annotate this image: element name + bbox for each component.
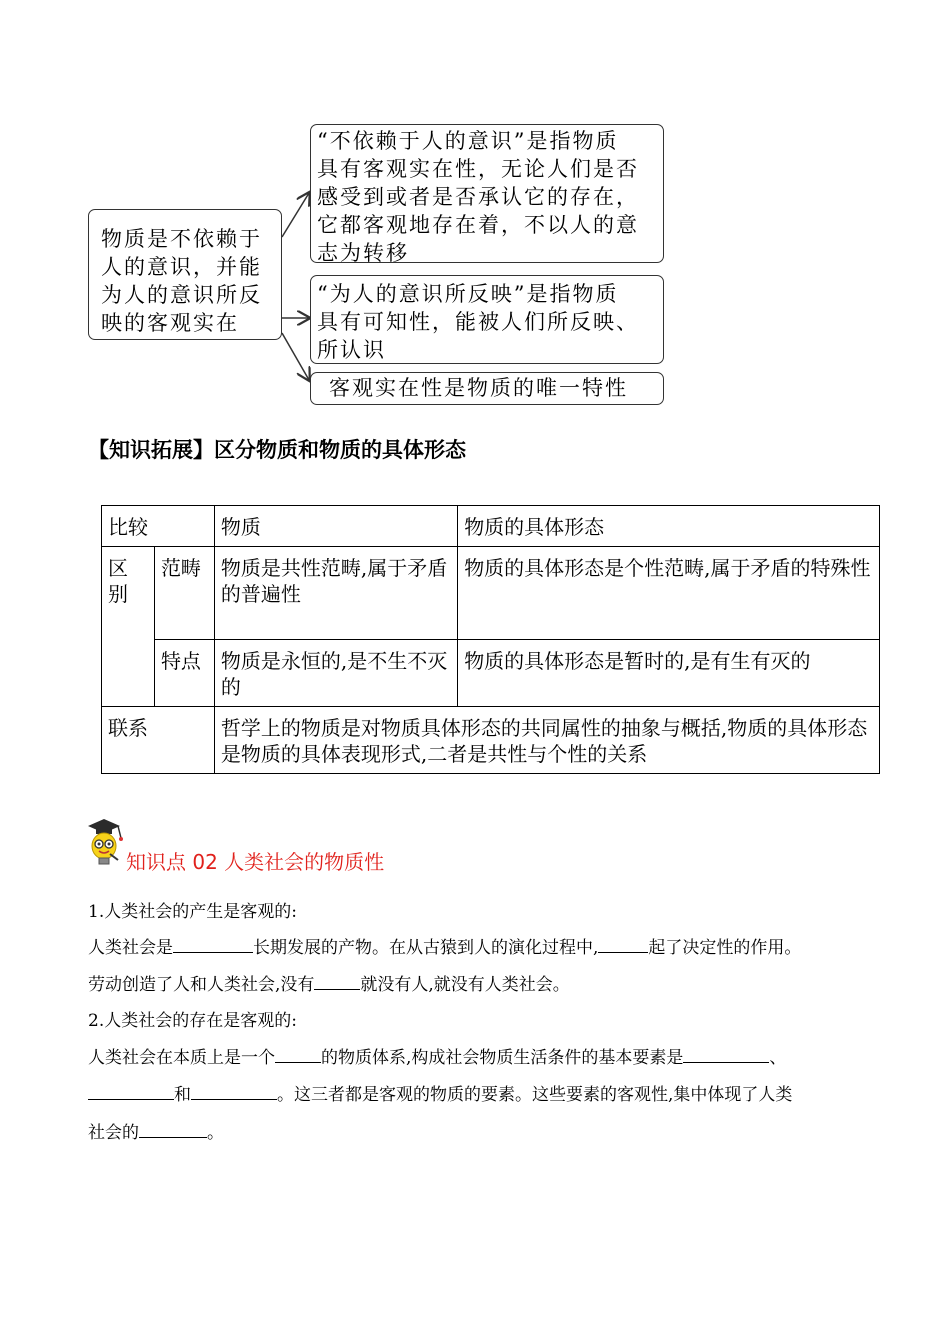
category-forms: 物质的具体形态是个性范畴,属于矛盾的特殊性	[458, 547, 880, 640]
knowledge-extension-heading: 【知识拓展】区分物质和物质的具体形态	[88, 438, 466, 462]
row-group-label: 区别	[108, 556, 128, 606]
fill-blank[interactable]	[598, 937, 648, 953]
table-header-row	[102, 506, 880, 547]
box-2-line: 所认识	[317, 338, 386, 362]
header-compare: 比较	[102, 506, 215, 547]
box-2-line: “为人的意识所反映”是指物质	[317, 282, 619, 306]
para-1-line-1	[88, 933, 801, 958]
feature-forms: 物质的具体形态是暂时的,是有生有灭的	[458, 640, 880, 707]
table-row-relation	[102, 707, 880, 774]
section-02-title: 知识点 02 人类社会的物质性	[126, 850, 385, 874]
row-group-difference	[102, 547, 155, 707]
text: 。这三者都是客观的物质的要素。这些要素的客观性,集中体现了人类	[277, 1085, 793, 1105]
para-1-title: 1.人类社会的产生是客观的:	[88, 902, 297, 922]
text: 和	[174, 1085, 191, 1105]
text: 、	[769, 1048, 787, 1068]
text: 起了决定性的作用。	[648, 938, 802, 958]
left-box-line: 为人的意识所反	[101, 283, 262, 307]
text: 人类社会是	[88, 938, 173, 958]
diagram-box-reflection	[310, 275, 664, 364]
text: 。	[207, 1123, 224, 1143]
arrow-to-box-1	[282, 193, 309, 237]
para-1-line-2	[88, 970, 570, 995]
fill-blank[interactable]	[275, 1047, 321, 1063]
text: 人类社会在本质上是一个	[88, 1048, 275, 1068]
fill-blank[interactable]	[173, 937, 253, 953]
left-box-line: 人的意识，并能	[101, 255, 262, 279]
table-row-category	[102, 547, 880, 640]
fill-blank[interactable]	[191, 1084, 277, 1100]
fill-blank[interactable]	[139, 1122, 207, 1138]
text: 社会的	[88, 1123, 139, 1143]
box-1-line: 志为转移	[317, 241, 409, 265]
text: 就没有人,就没有人类社会。	[360, 975, 570, 995]
diagram-box-independence	[310, 124, 664, 263]
arrow-to-box-3	[282, 333, 309, 380]
para-2-line-1	[88, 1043, 786, 1068]
text: 长期发展的产物。在从古猿到人的演化过程中,	[253, 938, 599, 958]
left-box-line: 映的客观实在	[101, 311, 239, 335]
feature-label: 特点	[154, 640, 214, 707]
fill-blank[interactable]	[683, 1047, 769, 1063]
table-row-feature	[102, 640, 880, 707]
box-1-line: 它都客观地存在着，不以人的意	[317, 213, 639, 237]
box-2-line: 具有可知性，能被人们所反映、	[317, 310, 639, 334]
diagram-box-unique-property	[310, 372, 664, 405]
box-3-line: 客观实在性是物质的唯一特性	[329, 376, 628, 400]
text: 的物质体系,构成社会物质生活条件的基本要素是	[321, 1048, 684, 1068]
graduation-bulb-icon	[84, 816, 128, 868]
feature-matter: 物质是永恒的,是不生不灭的	[214, 640, 457, 707]
para-2-line-3	[88, 1118, 224, 1143]
text: 劳动创造了人和人类社会,没有	[88, 975, 315, 995]
box-1-line: “不依赖于人的意识”是指物质	[317, 129, 619, 153]
box-1-line: 具有客观实在性，无论人们是否	[317, 157, 639, 181]
fill-blank[interactable]	[314, 974, 360, 990]
diagram-left-box	[88, 209, 282, 340]
left-box-line: 物质是不依赖于	[101, 227, 262, 251]
header-matter: 物质	[214, 506, 457, 547]
comparison-table	[101, 505, 880, 774]
para-2-line-2	[88, 1080, 792, 1105]
category-label: 范畴	[154, 547, 214, 640]
fill-blank[interactable]	[88, 1084, 174, 1100]
relation-text: 哲学上的物质是对物质具体形态的共同属性的抽象与概括,物质的具体形态是物质的具体表现形式,二者是共性与个性的关系	[214, 707, 879, 774]
box-1-line: 感受到或者是否承认它的存在，	[317, 185, 639, 209]
category-matter: 物质是共性范畴,属于矛盾的普遍性	[214, 547, 457, 640]
relation-label: 联系	[102, 707, 215, 774]
header-forms: 物质的具体形态	[458, 506, 880, 547]
para-2-title: 2.人类社会的存在是客观的:	[88, 1011, 297, 1031]
